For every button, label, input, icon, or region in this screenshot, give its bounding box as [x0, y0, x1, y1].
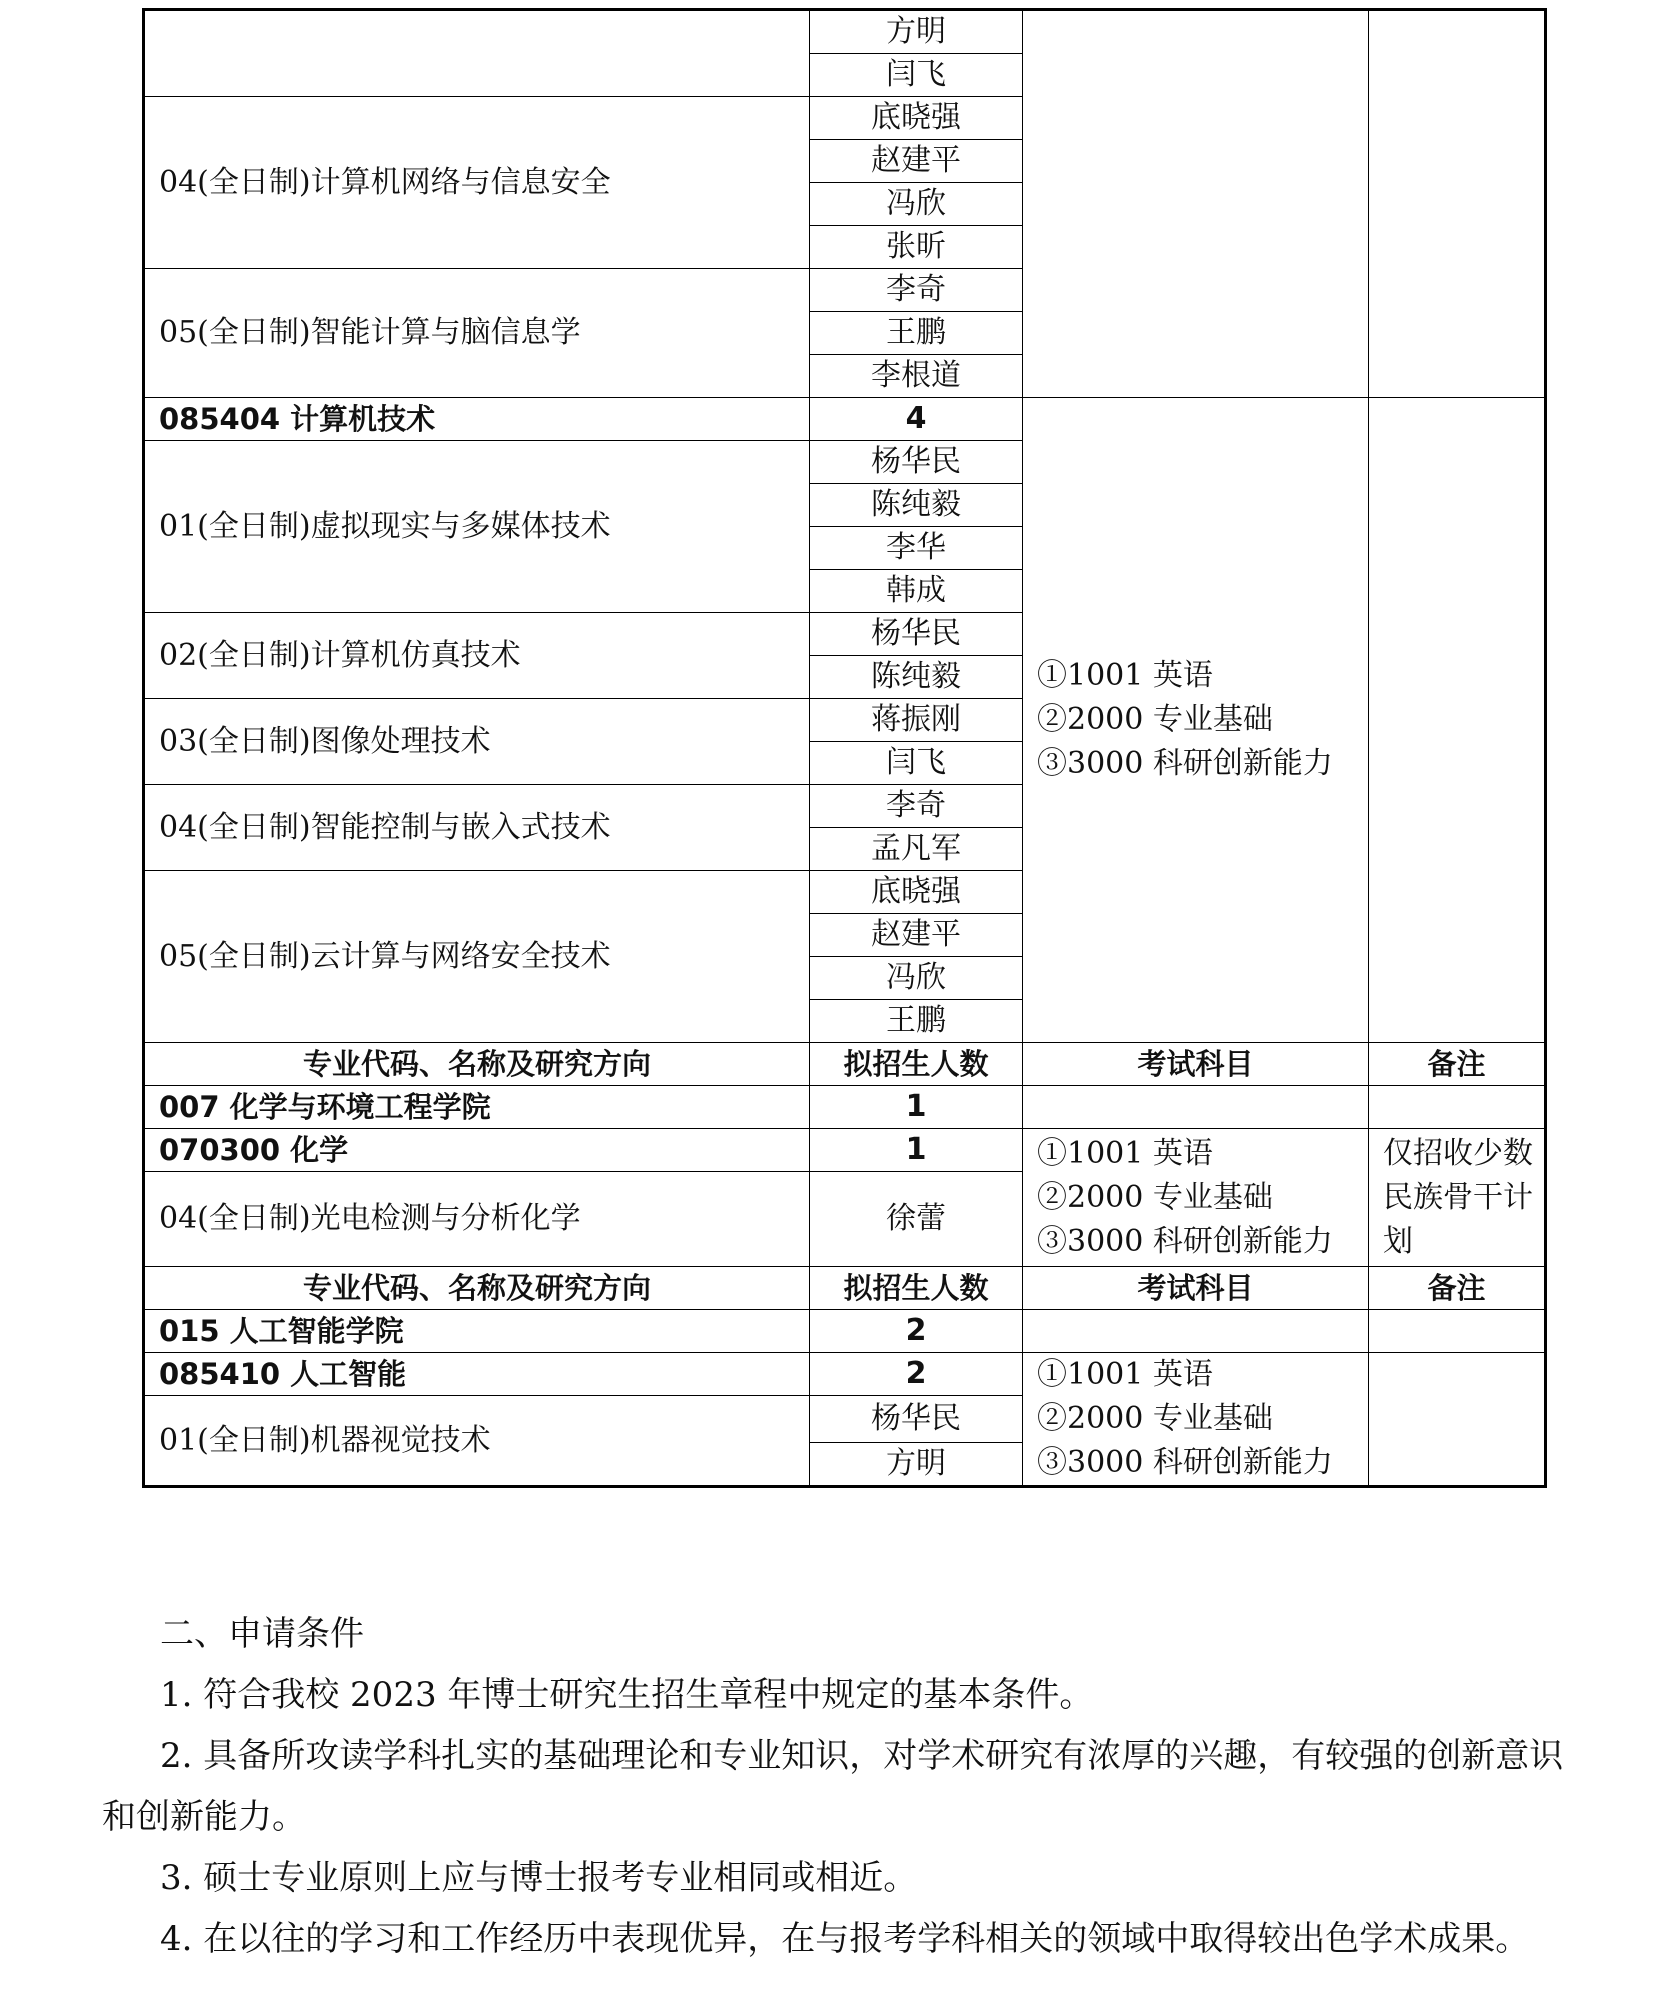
table-row — [144, 1129, 1546, 1172]
major-name: 085404 计算机技术 — [144, 398, 810, 441]
requirement-item: 3. 硕士专业原则上应与博士报考专业相同或相近。 — [160, 1858, 918, 1898]
college-name: 007 化学与环境工程学院 — [144, 1086, 810, 1129]
table-row — [144, 398, 1546, 441]
direction-name: 05(全日制)智能计算与脑信息学 — [144, 269, 810, 398]
supervisor-cell: 赵建平 — [810, 914, 1023, 957]
enrollment-table — [142, 8, 1547, 1488]
supervisor-cell: 李奇 — [810, 785, 1023, 828]
direction-name: 01(全日制)虚拟现实与多媒体技术 — [144, 441, 810, 613]
exam-cell — [1023, 1086, 1369, 1129]
header-exam: 考试科目 — [1023, 1267, 1369, 1310]
note-text: 仅招收少数民族骨干计划 — [1369, 1129, 1546, 1267]
note-cell — [1369, 10, 1546, 398]
exam-subject: ②2000 专业基础 — [1037, 1179, 1273, 1215]
exam-subject: ③3000 科研创新能力 — [1037, 746, 1333, 781]
college-name: 015 人工智能学院 — [144, 1310, 810, 1353]
supervisor-cell: 徐蕾 — [810, 1172, 1023, 1267]
supervisor-cell: 方明 — [810, 10, 1023, 54]
header-count: 拟招生人数 — [810, 1267, 1023, 1310]
header-count: 拟招生人数 — [810, 1043, 1023, 1086]
exam-subjects — [1023, 398, 1369, 1043]
enrollment-count: 1 — [810, 1086, 1023, 1129]
supervisor-cell: 陈纯毅 — [810, 484, 1023, 527]
requirement-item: 2. 具备所攻读学科扎实的基础理论和专业知识，对学术研究有浓厚的兴趣，有较强的创新意识和创新能力。 — [102, 1736, 1564, 1837]
section-title: 二、申请条件 — [160, 1614, 364, 1654]
supervisor-cell: 杨华民 — [810, 1396, 1023, 1443]
supervisor-cell: 李华 — [810, 527, 1023, 570]
exam-subjects — [1023, 1353, 1369, 1487]
direction-name: 04(全日制)智能控制与嵌入式技术 — [144, 785, 810, 871]
header-spec: 专业代码、名称及研究方向 — [144, 1267, 810, 1310]
direction-name: 04(全日制)计算机网络与信息安全 — [144, 97, 810, 269]
supervisor-cell: 闫飞 — [810, 54, 1023, 97]
supervisor-cell: 王鹏 — [810, 312, 1023, 355]
enrollment-count: 2 — [810, 1310, 1023, 1353]
header-note: 备注 — [1369, 1267, 1546, 1310]
supervisor-cell: 李根道 — [810, 355, 1023, 398]
supervisor-cell: 杨华民 — [810, 613, 1023, 656]
table-row — [144, 1086, 1546, 1129]
supervisor-cell: 王鹏 — [810, 1000, 1023, 1043]
header-exam: 考试科目 — [1023, 1043, 1369, 1086]
direction-name: 05(全日制)云计算与网络安全技术 — [144, 871, 810, 1043]
exam-subjects — [1023, 1129, 1369, 1267]
supervisor-cell: 闫飞 — [810, 742, 1023, 785]
exam-subject: ②2000 专业基础 — [1037, 1401, 1273, 1436]
supervisor-cell: 底晓强 — [810, 871, 1023, 914]
supervisor-cell: 陈纯毅 — [810, 656, 1023, 699]
note-cell — [1369, 1086, 1546, 1129]
table-row — [144, 1353, 1546, 1396]
supervisor-cell: 蒋振刚 — [810, 699, 1023, 742]
supervisor-cell: 杨华民 — [810, 441, 1023, 484]
exam-subject: ①1001 英语 — [1037, 1357, 1213, 1392]
supervisor-cell: 赵建平 — [810, 140, 1023, 183]
supervisor-cell: 张昕 — [810, 226, 1023, 269]
supervisor-cell: 韩成 — [810, 570, 1023, 613]
enrollment-count: 2 — [810, 1353, 1023, 1396]
requirement-item: 1. 符合我校 2023 年博士研究生招生章程中规定的基本条件。 — [160, 1675, 1094, 1715]
exam-subject: ①1001 英语 — [1037, 1135, 1213, 1171]
note-cell — [1369, 1310, 1546, 1353]
supervisor-cell: 冯欣 — [810, 183, 1023, 226]
requirement-item: 4. 在以往的学习和工作经历中表现优异，在与报考学科相关的领域中取得较出色学术成果。 — [160, 1919, 1530, 1959]
direction-name: 02(全日制)计算机仿真技术 — [144, 613, 810, 699]
supervisor-cell: 孟凡军 — [810, 828, 1023, 871]
note-cell — [1369, 1353, 1546, 1487]
table-header-row — [144, 1267, 1546, 1310]
note-cell — [1369, 398, 1546, 1043]
exam-subject: ①1001 英语 — [1037, 658, 1213, 693]
table-header-row — [144, 1043, 1546, 1086]
supervisor-cell: 李奇 — [810, 269, 1023, 312]
table-row — [144, 1310, 1546, 1353]
direction-name: 03(全日制)图像处理技术 — [144, 699, 810, 785]
exam-subject: ③3000 科研创新能力 — [1037, 1223, 1333, 1259]
exam-subject: ②2000 专业基础 — [1037, 702, 1273, 737]
major-name: 085410 人工智能 — [144, 1353, 810, 1396]
direction-name: 01(全日制)机器视觉技术 — [144, 1396, 810, 1487]
exam-cell — [1023, 10, 1369, 398]
supervisor-cell: 冯欣 — [810, 957, 1023, 1000]
exam-cell — [1023, 1310, 1369, 1353]
supervisor-cell: 方明 — [810, 1443, 1023, 1487]
enrollment-count: 1 — [810, 1129, 1023, 1172]
table-row — [144, 10, 1546, 54]
header-spec: 专业代码、名称及研究方向 — [144, 1043, 810, 1086]
enrollment-count: 4 — [810, 398, 1023, 441]
exam-subject: ③3000 科研创新能力 — [1037, 1445, 1333, 1480]
application-requirements — [102, 1604, 1592, 1970]
spec-cell — [144, 10, 810, 97]
direction-name: 04(全日制)光电检测与分析化学 — [144, 1172, 810, 1267]
major-name: 070300 化学 — [144, 1129, 810, 1172]
header-note: 备注 — [1369, 1043, 1546, 1086]
supervisor-cell: 底晓强 — [810, 97, 1023, 140]
